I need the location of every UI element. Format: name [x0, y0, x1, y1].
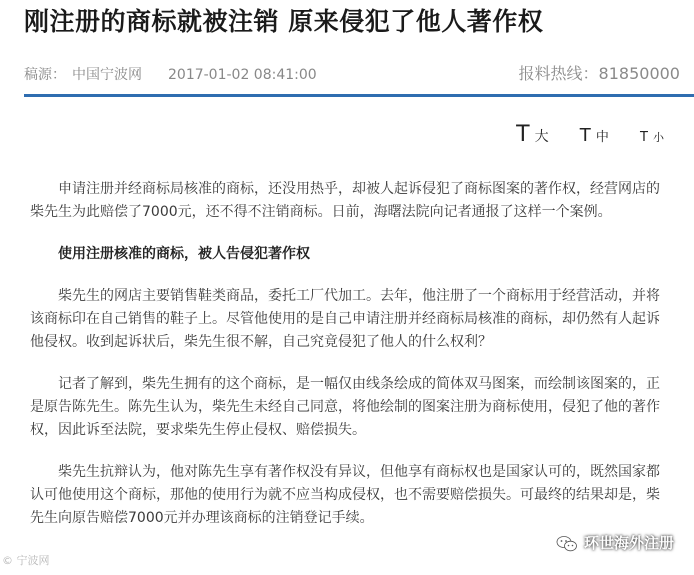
publish-time: 2017-01-02 08:41:00	[168, 67, 317, 83]
section-heading: 使用注册核准的商标，被人告侵犯著作权	[58, 246, 310, 262]
font-size-small-button[interactable]: T 小	[639, 130, 664, 145]
source-name[interactable]: 中国宁波网	[72, 67, 142, 83]
paragraph: 柴先生抗辩认为，他对陈先生享有著作权没有异议，但他享有商标权也是国家认可的，既然国家都认可他使用这个商标，那他的使用行为就不应当构成侵权，也不需要赔偿损失。可最终的结果却是，柴先生向原告赔偿7000元并办理该商标的注销登记手续。	[30, 464, 660, 526]
source-label: 稿源：	[24, 67, 66, 83]
wechat-watermark	[556, 532, 674, 553]
wechat-icon	[556, 535, 578, 553]
paragraph: 记者了解到，柴先生拥有的这个商标，是一幅仅由线条绘成的简体双马图案，而绘制该图案的，正是原告陈先生。陈先生认为，柴先生未经自己同意，将他绘制的图案注册为商标使用，侵犯了他的著作权，因此诉至法院，要求柴先生停止侵权、赔偿损失。	[30, 376, 660, 438]
font-size-medium-button[interactable]: T 中	[579, 125, 609, 146]
header-divider	[24, 94, 694, 97]
paragraph: 申请注册并经商标局核准的商标，还没用热乎，却被人起诉侵犯了商标图案的著作权，经营网店的柴先生为此赔偿了7000元，还不得不注销商标。日前，海曙法院向记者通报了这样一个案例。	[30, 181, 660, 220]
wechat-account-name: 环世海外注册	[583, 534, 674, 552]
article-body	[30, 178, 670, 549]
hotline: 报料热线：81850000	[518, 64, 680, 83]
font-size-large-button[interactable]: T 大	[516, 122, 549, 147]
article-title: 刚注册的商标就被注销 原来侵犯了他人著作权	[24, 7, 544, 36]
watermark-source: © 宁波网	[2, 554, 50, 567]
font-size-controls	[490, 122, 664, 147]
paragraph: 柴先生的网店主要销售鞋类商品，委托工厂代加工。去年，他注册了一个商标用于经营活动，并将该商标印在自己销售的鞋子上。尽管他使用的是自己申请注册并经商标局核准的商标，却仍然有人起诉他侵权。收到起诉状后，柴先生很不解，自己究竟侵犯了他人的什么权利？	[30, 288, 660, 350]
article-meta	[24, 60, 680, 88]
